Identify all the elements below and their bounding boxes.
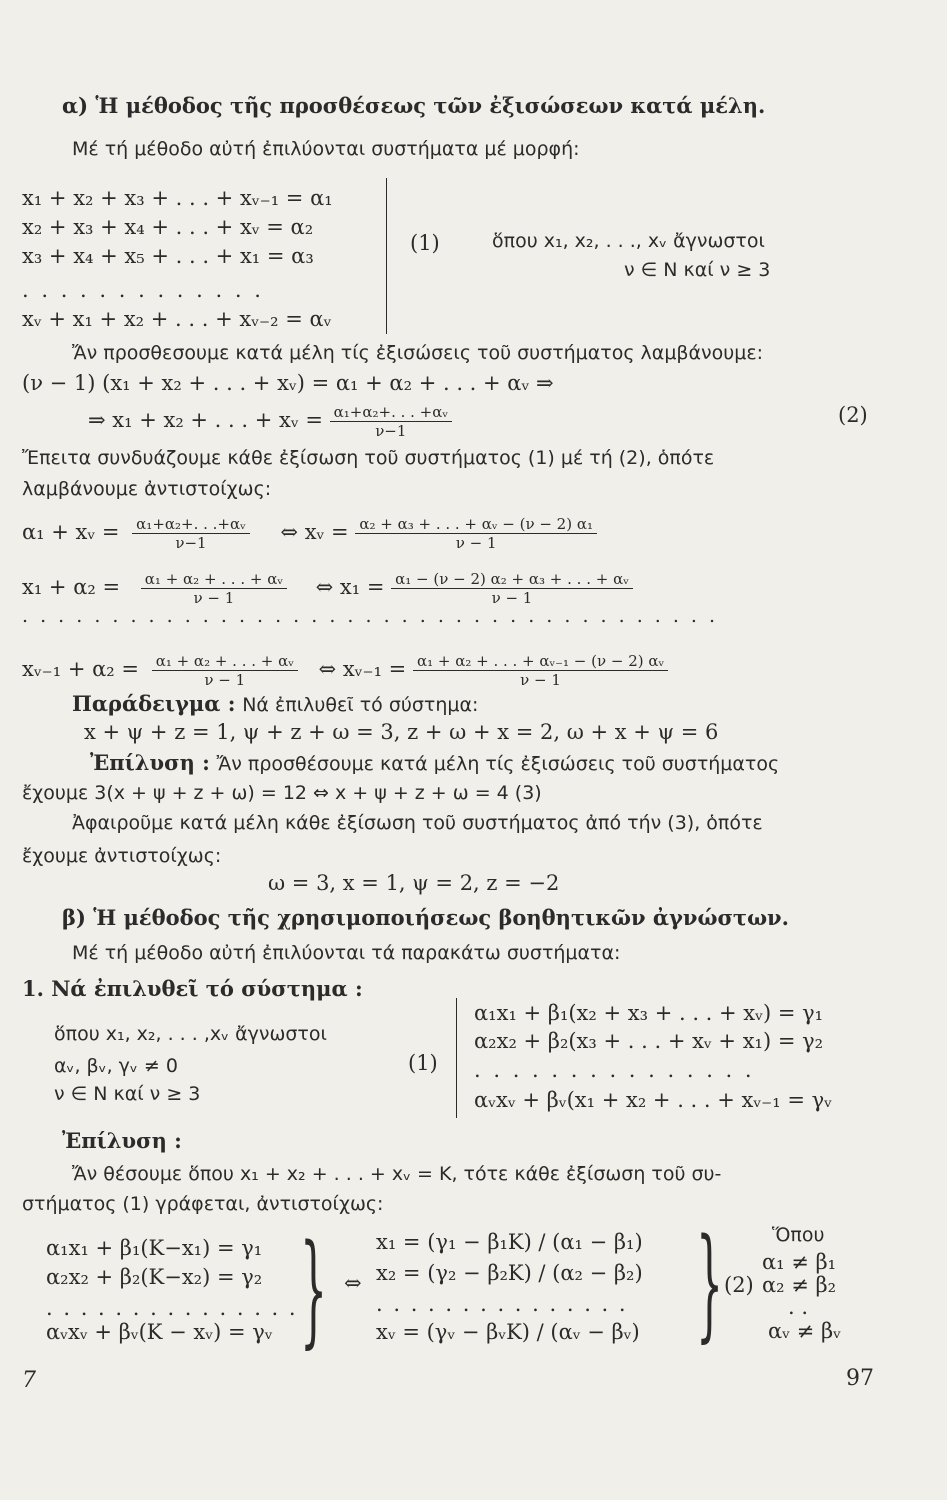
solution-label: Ἐπίλυση : [90, 750, 210, 775]
left-system-line: α₁x₁ + β₁(K−x₁) = γ₁ [46, 1236, 263, 1260]
fraction-numerator: α₁ + α₂ + . . . + αᵥ [141, 570, 287, 589]
equation-2-label: (2) [838, 403, 868, 427]
example-text: Νά ἐπιλυθεῖ τό σύστημα: [242, 694, 479, 716]
fraction-denominator: ν−1 [175, 534, 207, 552]
sum-line: (ν − 1) (x₁ + x₂ + . . . + xᵥ) = α₁ + α₂ + . . . + αᵥ ⇒ [22, 371, 554, 395]
equivalence-arrow: ⇔ [344, 1271, 362, 1295]
dots-row: . . . . . . . . . . . . . . . . . . . . . . . . . . . . . . . . . . . . . . . [22, 605, 719, 627]
example-solution-text: ἔχουμε 3(x + ψ + z + ω) = 12 ⇔ x + ψ + z + ω = 4 (3) [22, 782, 542, 804]
combine-text: Ἔπειτα συνδυάζουμε κάθε ἐξίσωση τοῦ συστήματος (1) μέ τή (2), ὁπότε [22, 447, 715, 469]
equation-2-left: ⇒ x₁ + x₂ + . . . + xᵥ = [88, 408, 323, 432]
right-system-line: x₂ = (γ₂ − β₂K) / (α₂ − β₂) [376, 1261, 643, 1285]
example-solution-line [90, 750, 779, 777]
system-b-dots: . . . . . . . . . . . . . . . [474, 1058, 755, 1082]
example-label: Παράδειγμα : [72, 691, 236, 716]
system-1-line: x₁ + x₂ + x₃ + . . . + xᵥ₋₁ = α₁ [22, 186, 333, 210]
result-row-2 [22, 570, 633, 607]
row-mid: ⇔ xᵥ₋₁ = [318, 657, 407, 681]
row-fraction [141, 570, 287, 607]
row-fraction [355, 515, 597, 552]
fraction-numerator: α₂ + α₃ + . . . + αᵥ − (ν − 2) α₁ [355, 515, 597, 534]
add-text: Ἄν προσθεσουμε κατά μέλη τίς ἐξισώσεις τοῦ συστήματος λαμβάνουμε: [72, 342, 764, 364]
system-1-dots: . . . . . . . . . . . . . [22, 278, 264, 302]
section-b-item: 1. Νά ἐπιλυθεῖ τό σύστημα : [22, 976, 363, 1001]
example-system: x + ψ + z = 1, ψ + z + ω = 3, z + ω + x = 2, ω + x + ψ = 6 [84, 720, 719, 744]
fraction-denominator: ν − 1 [455, 534, 497, 552]
row-mid: ⇔ x₁ = [315, 575, 385, 599]
right-system-line: xᵥ = (γᵥ − βᵥK) / (αᵥ − βᵥ) [376, 1320, 640, 1344]
equation-2 [88, 403, 452, 440]
left-system-line: α₂x₂ + β₂(K−x₂) = γ₂ [46, 1265, 263, 1289]
row-left: x₁ + α₂ = [22, 575, 121, 599]
section-b-heading: β) Ἡ μέθοδος τῆς χρησιμοποιήσεως βοηθητικῶν ἀγνώστων. [62, 905, 789, 930]
left-system-line: αᵥxᵥ + βᵥ(K − xᵥ) = γᵥ [46, 1320, 273, 1344]
system-1-label: (1) [410, 231, 440, 255]
fraction-numerator: α₁ + α₂ + . . . + αᵥ [152, 652, 298, 671]
fraction-denominator: ν − 1 [491, 589, 533, 607]
subtract-text: ἔχουμε ἀντιστοίχως: [22, 845, 222, 867]
row-left: xᵥ₋₁ + α₂ = [22, 657, 139, 681]
right-system-dots: . . . . . . . . . . . . . . . [376, 1292, 628, 1316]
fraction-denominator: ν − 1 [193, 589, 235, 607]
result-row-3 [22, 652, 668, 689]
where-label: Ὅπου [772, 1224, 825, 1246]
right-brace-icon: } [696, 1212, 724, 1354]
condition-line: αᵥ, βᵥ, γᵥ ≠ 0 [54, 1055, 178, 1077]
section-a-heading: α) Ἡ μέθοδος τῆς προσθέσεως τῶν ἐξισώσεων κατά μέλη. [62, 93, 766, 118]
eq2-b-label: (2) [724, 1273, 754, 1297]
fraction-denominator: ν − 1 [204, 671, 246, 689]
row-fraction [132, 515, 250, 552]
system-1-note: ὅπου x₁, x₂, . . ., xᵥ ἄγνωστοι [492, 230, 765, 252]
where-dots: . . [788, 1295, 809, 1319]
system-1-line: xᵥ + x₁ + x₂ + . . . + xᵥ₋₂ = αᵥ [22, 307, 332, 331]
section-a-intro: Μέ τή μέθοδο αὐτή ἐπιλύονται συστήματα μέ μορφή: [72, 138, 580, 160]
system-1-note: ν ∈ N καί ν ≥ 3 [624, 259, 771, 281]
system-b-label: (1) [408, 1051, 438, 1075]
row-fraction [391, 570, 633, 607]
result-row-1 [22, 515, 597, 552]
system-b-bar [456, 998, 457, 1118]
footer-mark: 7 [22, 1368, 36, 1393]
subtract-text: Ἀφαιροῦμε κατά μέλη κάθε ἐξίσωση τοῦ συστήματος ἀπό τήν (3), ὁπότε [72, 812, 763, 834]
row-fraction [152, 652, 298, 689]
row-fraction [413, 652, 668, 689]
example-result: ω = 3, x = 1, ψ = 2, z = −2 [268, 871, 560, 895]
section-b-intro: Μέ τή μέθοδο αὐτή ἐπιλύονται τά παρακάτω συστήματα: [72, 942, 621, 964]
solution-text: Ἄν προσθέσουμε κατά μέλη τίς ἐξισώσεις τοῦ συστήματος [216, 753, 780, 775]
example-line [72, 691, 478, 718]
fraction-denominator: ν − 1 [520, 671, 561, 689]
page-number: 97 [846, 1366, 874, 1391]
equation-2-fraction [330, 403, 452, 440]
combine-text: λαμβάνουμε ἀντιστοίχως: [22, 478, 272, 500]
fraction-numerator: α₁+α₂+. . .+αᵥ [132, 515, 250, 534]
left-system-dots: . . . . . . . . . . . . . . . [46, 1296, 298, 1320]
system-1-bar [386, 178, 387, 334]
section-b-solution-label: Ἐπίλυση : [62, 1128, 182, 1153]
system-1-line: x₂ + x₃ + x₄ + . . . + xᵥ = α₂ [22, 215, 314, 239]
right-system-line: x₁ = (γ₁ − β₁K) / (α₁ − β₁) [376, 1230, 643, 1254]
system-b-line: α₁x₁ + β₁(x₂ + x₃ + . . . + xᵥ) = γ₁ [474, 1001, 824, 1025]
fraction-numerator: α₁+α₂+. . . +αᵥ [330, 403, 452, 422]
fraction-denominator: ν−1 [375, 422, 407, 440]
system-b-line: α₂x₂ + β₂(x₃ + . . . + xᵥ + x₁) = γ₂ [474, 1029, 824, 1053]
section-b-solution-text: Ἄν θέσουμε ὅπου x₁ + x₂ + . . . + xᵥ = K, τότε κάθε ἐξίσωση τοῦ συ- [72, 1163, 722, 1185]
fraction-numerator: α₁ + α₂ + . . . + αᵥ₋₁ − (ν − 2) αᵥ [413, 652, 668, 671]
where-condition: α₁ ≠ β₁ [762, 1250, 837, 1274]
condition-line: ν ∈ N καί ν ≥ 3 [54, 1083, 201, 1105]
section-b-solution-text: στήματος (1) γράφεται, ἀντιστοίχως: [22, 1193, 384, 1215]
where-condition: α₂ ≠ β₂ [762, 1273, 837, 1297]
fraction-numerator: α₁ − (ν − 2) α₂ + α₃ + . . . + αᵥ [391, 570, 633, 589]
row-left: α₁ + xᵥ = [22, 520, 120, 544]
condition-line: ὅπου x₁, x₂, . . . ,xᵥ ἄγνωστοι [54, 1023, 327, 1045]
system-1-line: x₃ + x₄ + x₅ + . . . + x₁ = α₃ [22, 244, 314, 268]
right-brace-icon: } [300, 1218, 328, 1360]
system-b-line: αᵥxᵥ + βᵥ(x₁ + x₂ + . . . + xᵥ₋₁ = γᵥ [474, 1088, 833, 1112]
row-mid: ⇔ xᵥ = [280, 520, 349, 544]
where-condition: αᵥ ≠ βᵥ [768, 1319, 841, 1343]
